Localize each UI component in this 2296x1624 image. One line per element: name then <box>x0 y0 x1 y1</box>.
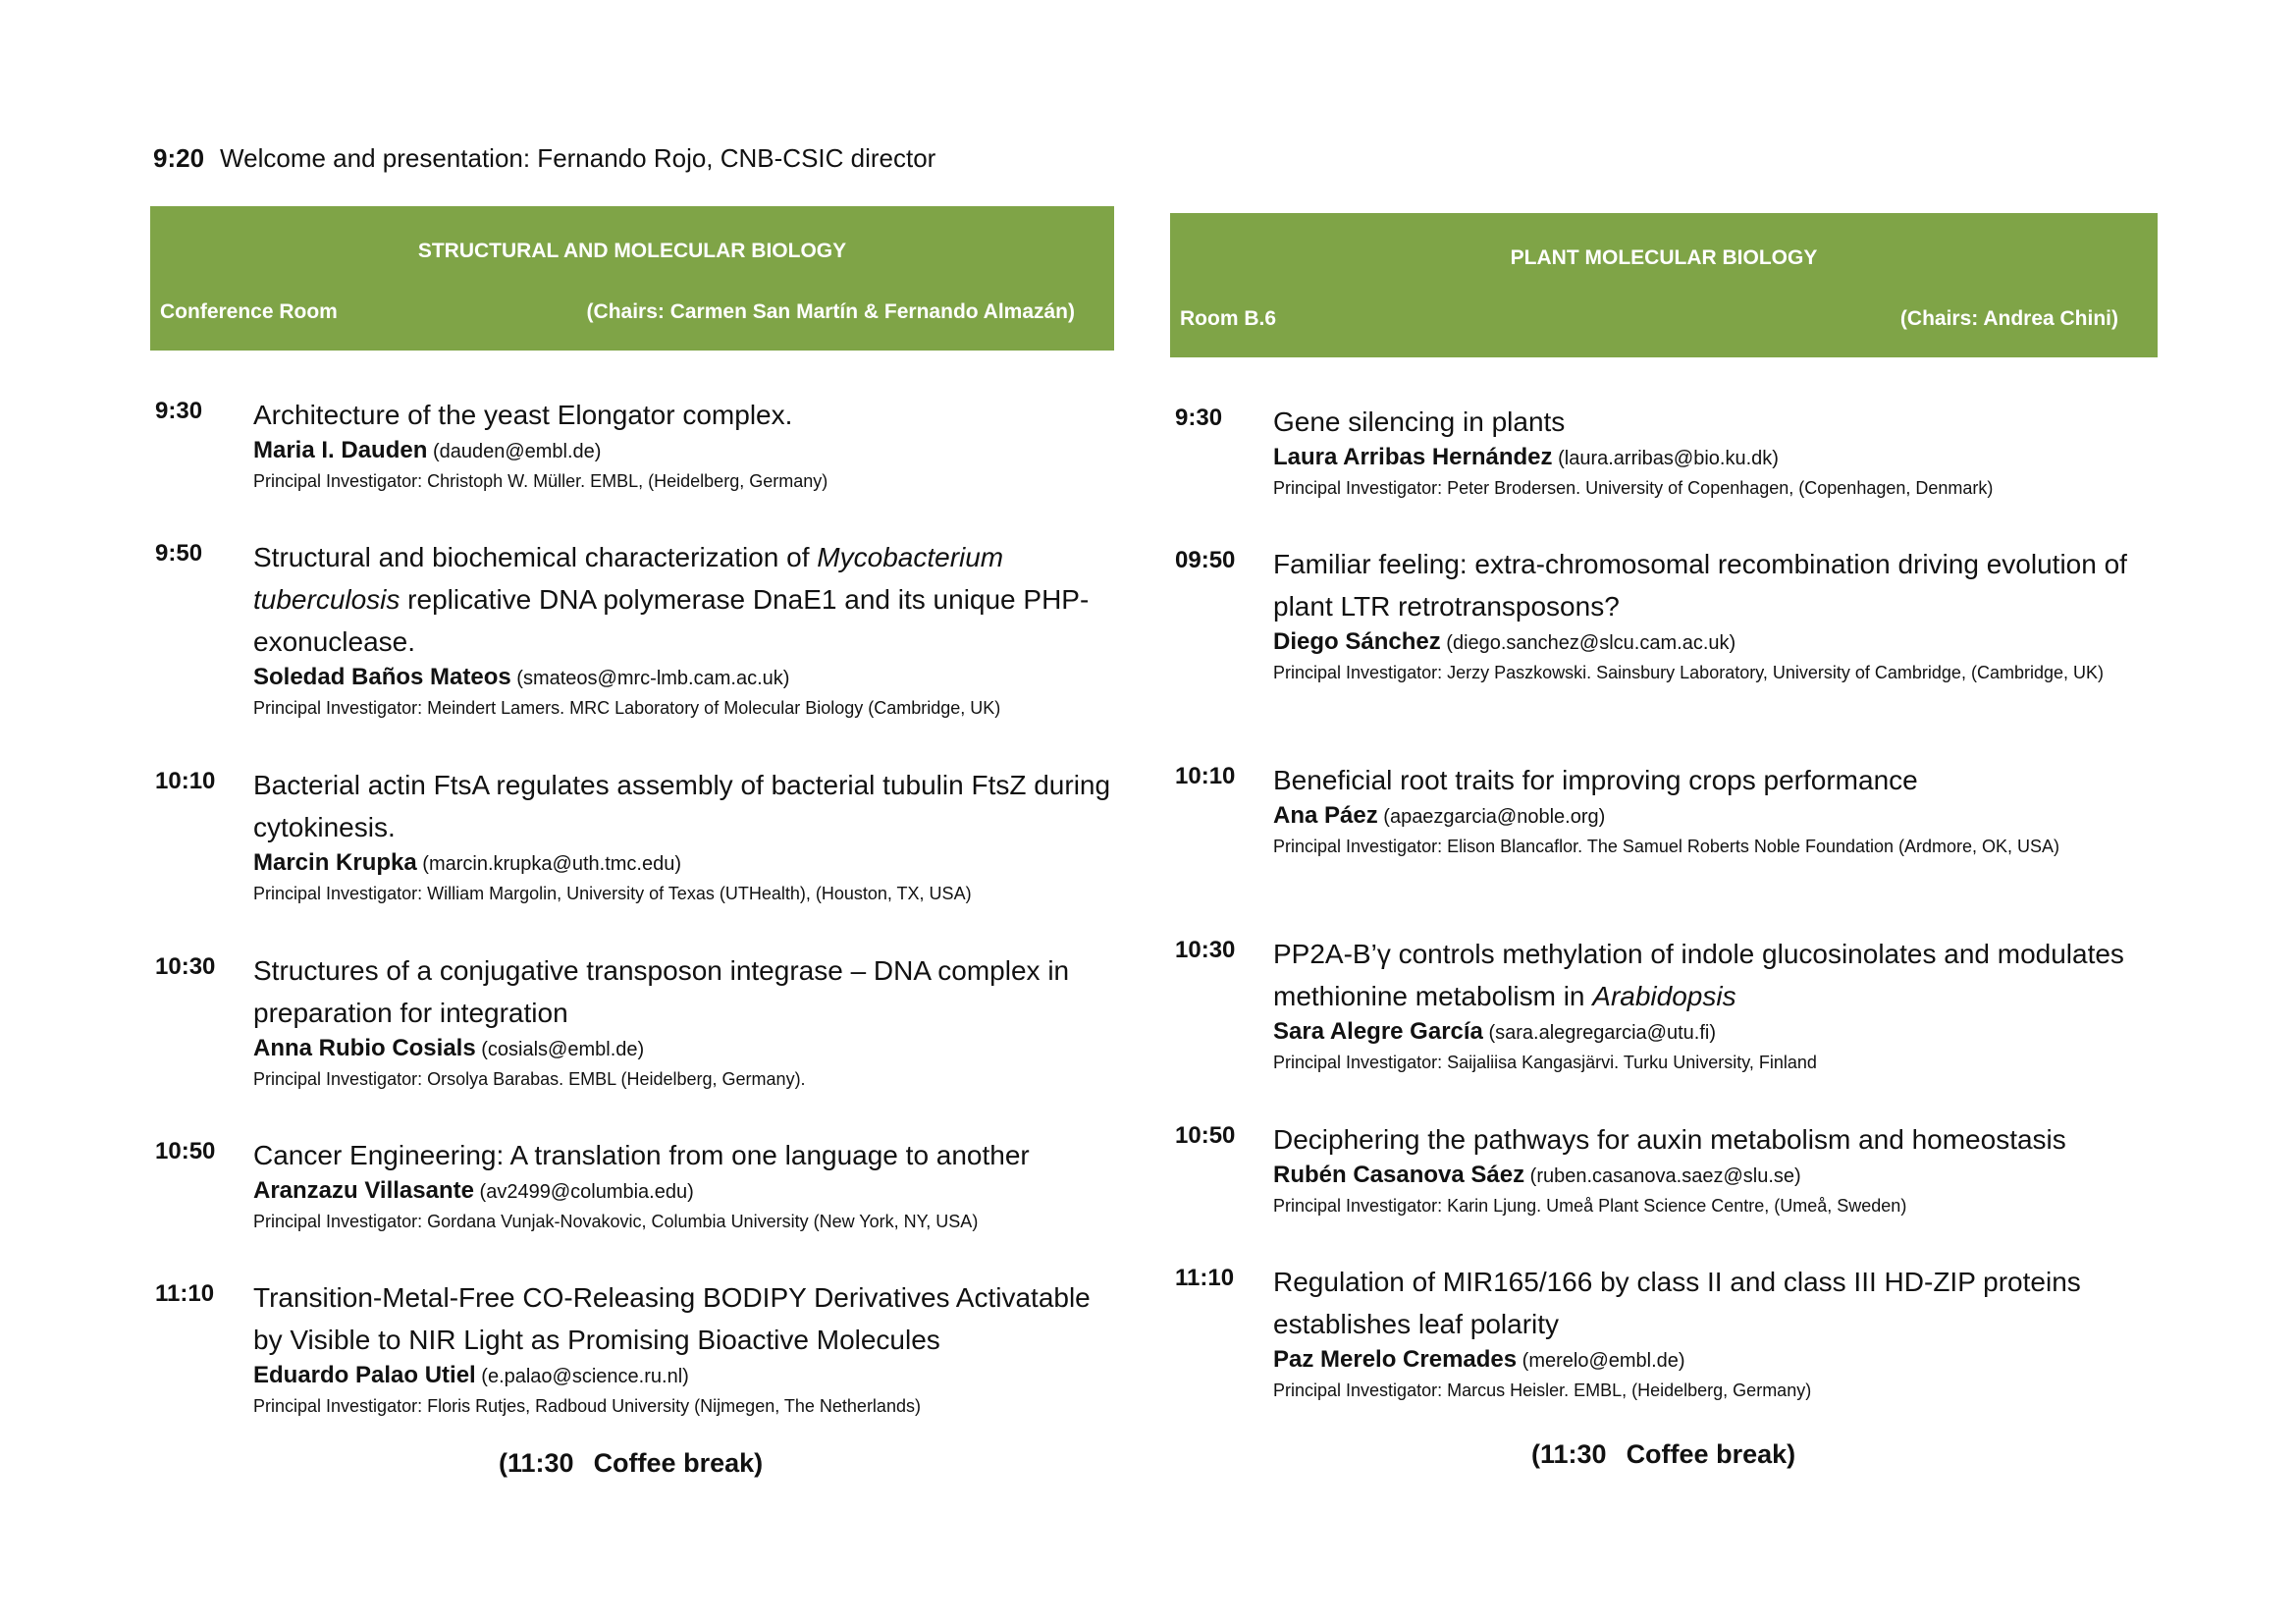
speaker-name: Ana Páez <box>1273 802 1378 829</box>
talk-time: 10:50 <box>1175 1122 1236 1149</box>
principal-investigator: Principal Investigator: Karin Ljung. Umeå Plant Science Centre, (Umeå, Sweden) <box>1273 1196 1907 1216</box>
session-plant-molecular-biology <box>1170 213 2158 1469</box>
principal-investigator: Principal Investigator: Christoph W. Müller. EMBL, (Heidelberg, Germany) <box>253 471 828 491</box>
talk-time: 10:10 <box>1175 763 1236 789</box>
speaker-line <box>253 436 1114 466</box>
speaker-name: Laura Arribas Hernández <box>1273 444 1553 470</box>
principal-investigator: Principal Investigator: Floris Rutjes, Radboud University (Nijmegen, The Netherlands) <box>253 1396 921 1416</box>
welcome-text: Welcome and presentation: Fernando Rojo, CNB-CSIC director <box>220 143 936 173</box>
speaker-line <box>1273 1017 2158 1048</box>
speaker-line <box>1273 1161 2158 1191</box>
speaker-line <box>253 848 1114 879</box>
speaker-line <box>253 1176 1114 1207</box>
speaker-email: (smateos@mrc-lmb.cam.ac.uk) <box>516 668 790 689</box>
principal-investigator: Principal Investigator: Jerzy Paszkowski. Sainsbury Laboratory, University of Cambridge, (Cambridge, UK) <box>1273 663 2104 682</box>
talk-time: 11:10 <box>1175 1265 1235 1291</box>
speaker-line <box>1273 627 2158 658</box>
talk-time: 11:10 <box>155 1280 215 1307</box>
speaker-name: Anna Rubio Cosials <box>253 1035 476 1061</box>
speaker-name: Sara Alegre García <box>1273 1018 1483 1045</box>
session-banner <box>150 206 1114 351</box>
talk-title: Deciphering the pathways for auxin metabolism and homeostasis <box>1273 1124 2066 1155</box>
talk-time: 9:30 <box>155 398 203 424</box>
session-title: PLANT MOLECULAR BIOLOGY <box>1510 246 1818 269</box>
speaker-email: (marcin.krupka@uth.tmc.edu) <box>422 853 682 875</box>
speaker-email: (merelo@embl.de) <box>1522 1350 1685 1372</box>
coffee-break <box>1531 1439 1795 1470</box>
talk-title: Regulation of MIR165/166 by class II and class III HD-ZIP proteins establishes leaf polarity <box>1273 1267 2081 1339</box>
principal-investigator: Principal Investigator: Peter Brodersen. University of Copenhagen, (Copenhagen, Denmark) <box>1273 478 1994 498</box>
talk-title: Structures of a conjugative transposon integrase – DNA complex in preparation for integration <box>253 955 1070 1028</box>
talk-title: Cancer Engineering: A translation from one language to another <box>253 1140 1030 1170</box>
talk-title: Structural and biochemical characterization of Mycobacterium tuberculosis replicative DNA polymerase DnaE1 and its unique PHP-exonuclease. <box>253 542 1090 657</box>
speaker-email: (ruben.casanova.saez@slu.se) <box>1529 1165 1801 1187</box>
speaker-name: Eduardo Palao Utiel <box>253 1362 476 1388</box>
speaker-name: Maria I. Dauden <box>253 437 428 463</box>
talk-time: 10:30 <box>1175 937 1236 963</box>
speaker-name: Diego Sánchez <box>1273 628 1441 655</box>
speaker-name: Aranzazu Villasante <box>253 1177 474 1204</box>
principal-investigator: Principal Investigator: Elison Blancaflor. The Samuel Roberts Noble Foundation (Ardmore, OK, USA) <box>1273 837 2060 856</box>
speaker-email: (e.palao@science.ru.nl) <box>481 1366 689 1387</box>
speaker-line <box>1273 801 2158 832</box>
welcome-time: 9:20 <box>153 143 205 173</box>
principal-investigator: Principal Investigator: Orsolya Barabas. EMBL (Heidelberg, Germany). <box>253 1069 806 1089</box>
speaker-name: Marcin Krupka <box>253 849 417 876</box>
speaker-email: (av2499@columbia.edu) <box>479 1181 694 1203</box>
principal-investigator: Principal Investigator: Gordana Vunjak-Novakovic, Columbia University (New York, NY, USA) <box>253 1212 979 1231</box>
speaker-email: (laura.arribas@bio.ku.dk) <box>1558 448 1779 469</box>
speaker-line <box>253 1034 1114 1064</box>
talk-title: Familiar feeling: extra-chromosomal recombination driving evolution of plant LTR retrotransposons? <box>1273 549 2127 622</box>
session-chairs: (Chairs: Andrea Chini) <box>1899 307 2118 330</box>
talk-time: 9:50 <box>155 540 203 567</box>
talk-time: 10:50 <box>155 1138 216 1164</box>
talk-title: Architecture of the yeast Elongator complex. <box>253 400 793 430</box>
session-chairs: (Chairs: Carmen San Martín & Fernando Almazán) <box>586 300 1075 323</box>
speaker-line <box>253 1361 1114 1391</box>
talk-title: Gene silencing in plants <box>1273 406 1566 437</box>
speaker-name: Paz Merelo Cremades <box>1273 1346 1518 1373</box>
coffee-break <box>499 1448 763 1479</box>
speaker-name: Rubén Casanova Sáez <box>1273 1162 1525 1188</box>
break-time: (11:30 <box>499 1448 574 1478</box>
session-room: Conference Room <box>160 300 338 323</box>
session-room: Room B.6 <box>1180 307 1277 330</box>
species-name: Mycobacterium tuberculosis <box>253 542 1004 615</box>
talk-title: PP2A-B’γ controls methylation of indole glucosinolates and modulates methionine metabolism in Arabidopsis <box>1273 939 2124 1011</box>
welcome-line <box>153 143 935 174</box>
talk-time: 9:30 <box>1175 405 1223 431</box>
species-name: Arabidopsis <box>1592 981 1736 1011</box>
speaker-line <box>1273 1345 2158 1376</box>
speaker-email: (diego.sanchez@slcu.cam.ac.uk) <box>1446 632 1736 654</box>
session-title: STRUCTURAL AND MOLECULAR BIOLOGY <box>417 240 847 262</box>
talk-title: Transition-Metal-Free CO-Releasing BODIPY Derivatives Activatable by Visible to NIR Light as Promising Bioactive Molecules <box>253 1282 1091 1355</box>
principal-investigator: Principal Investigator: William Margolin, University of Texas (UTHealth), (Houston, TX, USA) <box>253 884 972 903</box>
principal-investigator: Principal Investigator: Meindert Lamers. MRC Laboratory of Molecular Biology (Cambridge, UK) <box>253 698 1001 718</box>
break-text: Coffee break) <box>1626 1439 1796 1469</box>
principal-investigator: Principal Investigator: Marcus Heisler. EMBL, (Heidelberg, Germany) <box>1273 1380 1812 1400</box>
speaker-email: (cosials@embl.de) <box>481 1039 645 1060</box>
session-banner <box>1170 213 2158 357</box>
principal-investigator: Principal Investigator: Saijaliisa Kangasjärvi. Turku University, Finland <box>1273 1053 1817 1072</box>
break-text: Coffee break) <box>593 1448 764 1478</box>
talk-title: Bacterial actin FtsA regulates assembly of bacterial tubulin FtsZ during cytokinesis. <box>253 770 1111 842</box>
session-structural-molecular-biology <box>150 206 1114 1478</box>
break-time: (11:30 <box>1531 1439 1607 1469</box>
speaker-email: (apaezgarcia@noble.org) <box>1383 806 1606 828</box>
talk-time: 09:50 <box>1175 547 1236 573</box>
speaker-line <box>253 663 1114 693</box>
talk-time: 10:30 <box>155 953 216 980</box>
talk-title: Beneficial root traits for improving crops performance <box>1273 765 1918 795</box>
talk-time: 10:10 <box>155 768 216 794</box>
speaker-line <box>1273 443 2158 473</box>
speaker-email: (sara.alegregarcia@utu.fi) <box>1488 1022 1716 1044</box>
speaker-name: Soledad Baños Mateos <box>253 664 511 690</box>
speaker-email: (dauden@embl.de) <box>432 441 602 462</box>
